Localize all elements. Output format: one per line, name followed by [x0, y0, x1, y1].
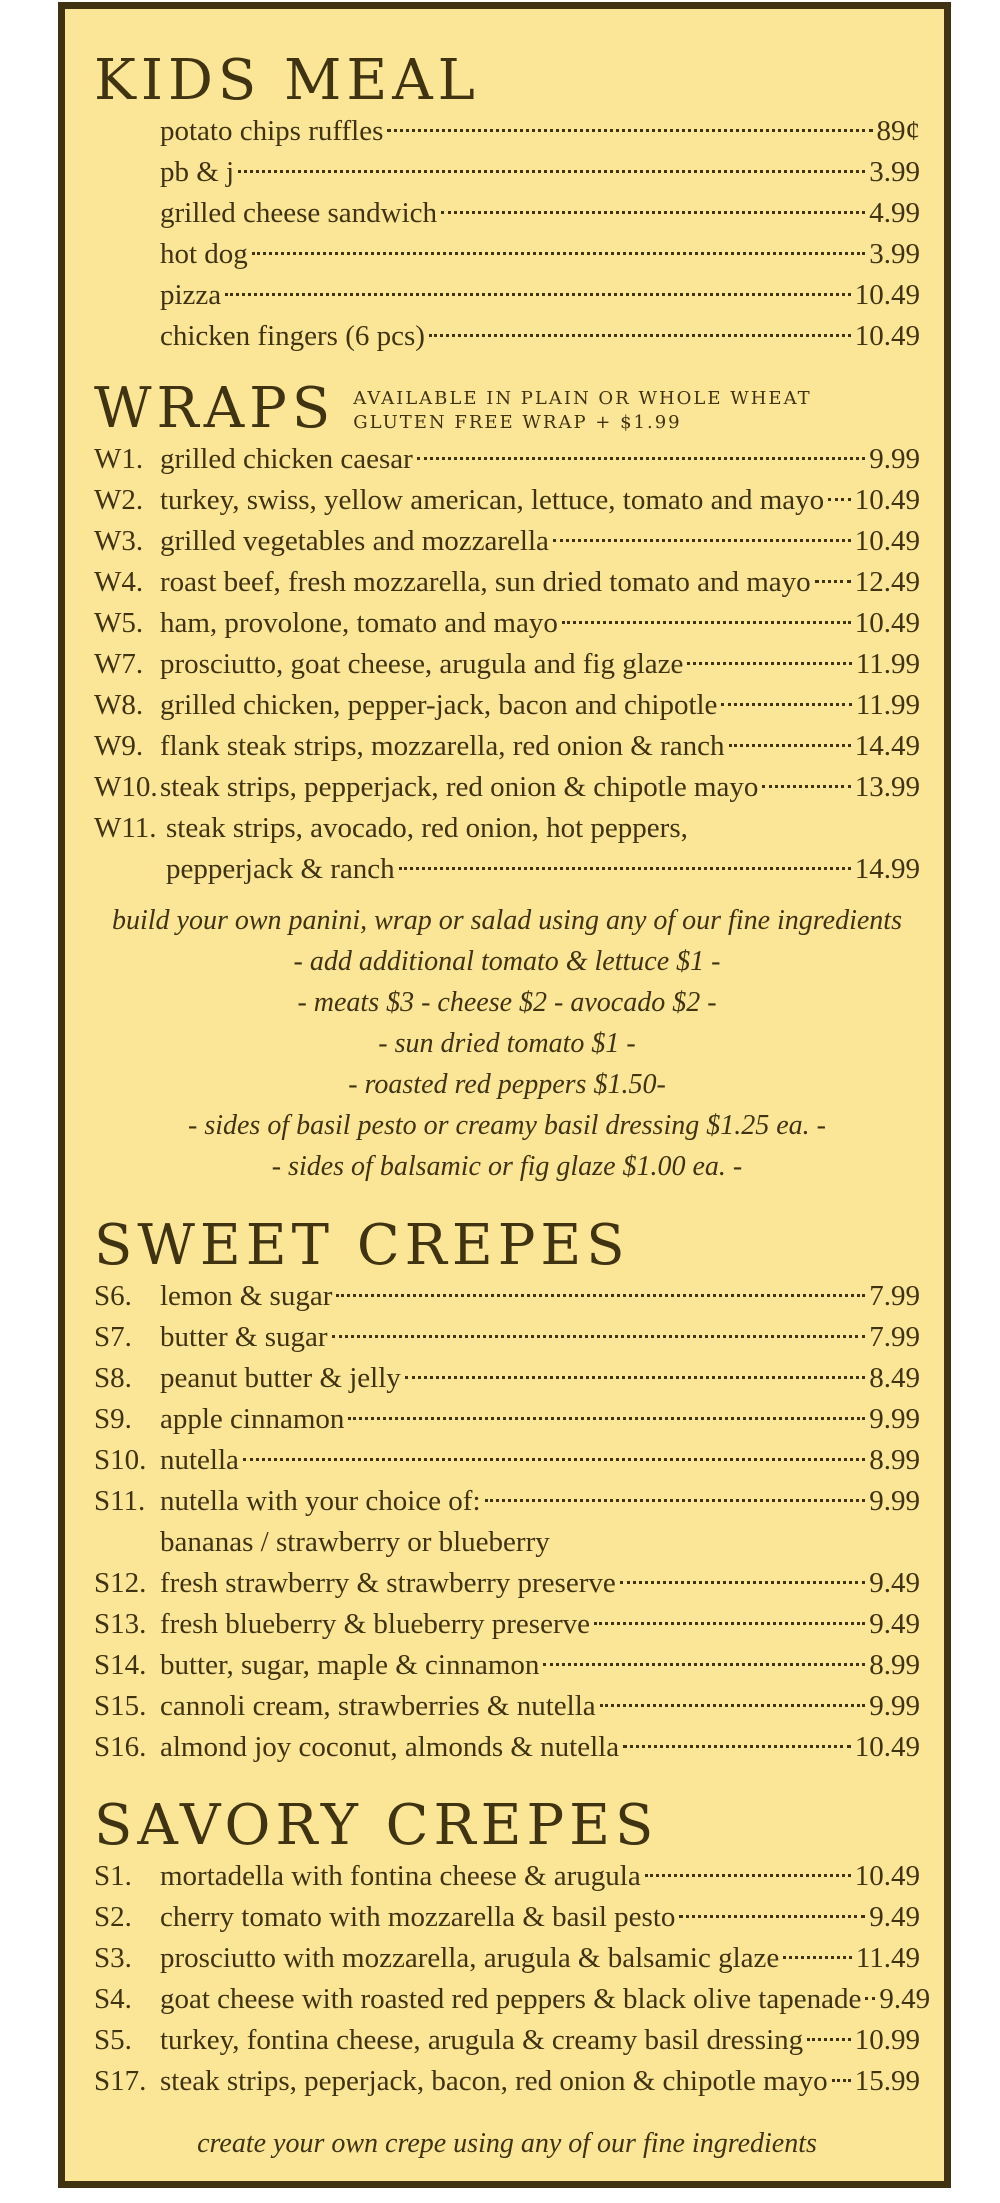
leader-dots [721, 703, 851, 706]
menu-item [94, 152, 920, 193]
item-code: W7. [94, 648, 144, 680]
kids-meal-list [94, 111, 920, 357]
item-price: 9.49 [869, 1901, 920, 1933]
item-name: grilled vegetables and mozzarella [160, 525, 549, 557]
sweet-crepes-section [94, 1213, 920, 1768]
item-price: 9.49 [869, 1608, 920, 1640]
note-line: - meats $3 - cheese $2 - avocado $2 - [297, 987, 717, 1018]
wraps-notes [94, 900, 920, 1187]
item-code: W5. [94, 607, 144, 639]
item-code: W2. [94, 484, 144, 516]
note-line: - sun dried tomato $1 - [378, 1028, 636, 1059]
item-price: 8.99 [869, 1649, 920, 1681]
item-code: S3. [94, 1942, 132, 1974]
item-name: nutella [160, 1444, 239, 1476]
leader-dots [332, 1335, 866, 1338]
item-price: 89¢ [876, 115, 920, 147]
leader-dots [543, 1663, 865, 1666]
item-price: 3.99 [869, 156, 920, 188]
wraps-title-row [94, 376, 920, 441]
item-code: S8. [94, 1362, 132, 1394]
menu-item [94, 234, 920, 275]
item-name: cherry tomato with mozzarella & basil pesto [160, 1901, 676, 1933]
menu-item [94, 1399, 920, 1440]
item-price: 10.49 [854, 1860, 920, 1892]
item-price: 13.99 [854, 771, 920, 803]
item-price: 10.49 [854, 607, 920, 639]
item-code: S9. [94, 1403, 132, 1435]
leader-dots [485, 1499, 866, 1502]
item-name: turkey, fontina cheese, arugula & creamy basil dressing [160, 2024, 804, 2056]
menu-item [94, 1481, 920, 1522]
leader-dots [348, 1417, 865, 1420]
item-price: 9.99 [869, 1403, 920, 1435]
item-code: S1. [94, 1860, 132, 1892]
menu-item [94, 193, 920, 234]
savory-crepes-title: SAVORY CREPES [94, 1793, 659, 1858]
item-code: W9. [94, 730, 144, 762]
leader-dots [399, 867, 851, 870]
menu-item [94, 1938, 920, 1979]
menu-item [94, 685, 920, 726]
item-name: fresh strawberry & strawberry preserve [160, 1567, 616, 1599]
note-line: - roasted red peppers $1.50- [348, 1069, 666, 1100]
menu-item [94, 562, 920, 603]
item-name: grilled chicken caesar [160, 443, 413, 475]
leader-dots [441, 211, 865, 214]
item-price: 9.99 [869, 1485, 920, 1517]
wraps-title: WRAPS [94, 376, 336, 441]
leader-dots [417, 457, 865, 460]
leader-dots [225, 293, 851, 296]
menu-item [94, 521, 920, 562]
wraps-list [94, 439, 920, 808]
leader-dots [865, 1997, 875, 2000]
leader-dots [387, 129, 872, 132]
menu-item [94, 767, 920, 808]
item-price: 4.99 [869, 197, 920, 229]
leader-dots [252, 252, 865, 255]
item-code: S16. [94, 1731, 147, 1763]
item-price: 10.49 [854, 484, 920, 516]
item-name: pb & j [160, 156, 235, 188]
menu-item [94, 2020, 920, 2061]
menu-item [94, 1856, 920, 1897]
menu-item [94, 111, 920, 152]
wraps-availability-note [353, 387, 811, 435]
leader-dots [336, 1294, 865, 1297]
menu-item [94, 1358, 920, 1399]
sweet-crepes-list-a [94, 1276, 920, 1522]
item-code: S2. [94, 1901, 132, 1933]
item-name: almond joy coconut, almonds & nutella [160, 1731, 620, 1763]
item-name: steak strips, pepperjack, red onion & chipotle mayo [160, 771, 759, 803]
kids-meal-title: KIDS MEAL [94, 48, 480, 113]
item-name: pepperjack & ranch [166, 853, 395, 885]
item-price: 10.49 [854, 279, 920, 311]
menu-item [94, 1276, 920, 1317]
menu-item [94, 1440, 920, 1481]
sweet-crepes-title: SWEET CREPES [94, 1213, 630, 1278]
leader-dots [832, 2079, 851, 2082]
leader-dots [762, 785, 850, 788]
item-name: flank steak strips, mozzarella, red onion & ranch [160, 730, 725, 762]
item-code: S6. [94, 1280, 132, 1312]
menu-item [94, 1979, 931, 2020]
item-name: butter, sugar, maple & cinnamon [160, 1649, 540, 1681]
item-price: 9.49 [869, 1567, 920, 1599]
item-code: W3. [94, 525, 144, 557]
item-code: S14. [94, 1649, 147, 1681]
menu-item [94, 2061, 920, 2102]
item-name: peanut butter & jelly [160, 1362, 401, 1394]
item-code: S11. [94, 1485, 146, 1517]
item-name: mortadella with fontina cheese & arugula [160, 1860, 641, 1892]
menu-item [94, 726, 920, 767]
item-price: 8.49 [869, 1362, 920, 1394]
leader-dots [243, 1458, 865, 1461]
wraps-section [94, 376, 920, 890]
leader-dots [687, 662, 851, 665]
leader-dots [620, 1581, 866, 1584]
item-price: 10.49 [854, 1731, 920, 1763]
item-price: 15.99 [854, 2065, 920, 2097]
item-code: S12. [94, 1567, 147, 1599]
item-price: 7.99 [869, 1321, 920, 1353]
footer-note: create your own crepe using any of our fine ingredients [197, 2128, 817, 2159]
item-price: 8.99 [869, 1444, 920, 1476]
menu-item [94, 1317, 920, 1358]
savory-crepes-footer [94, 2123, 920, 2164]
item-price: 11.99 [855, 648, 920, 680]
leader-dots [828, 498, 851, 501]
item-price: 10.49 [854, 320, 920, 352]
note-line: - sides of basil pesto or creamy basil dressing $1.25 ea. - [188, 1110, 826, 1141]
sweet-crepes-list-b [94, 1563, 920, 1768]
item-name: ham, provolone, tomato and mayo [160, 607, 558, 639]
item-price: 10.99 [854, 2024, 920, 2056]
menu-item-w11-continued [94, 849, 920, 890]
item-name: prosciutto with mozzarella, arugula & balsamic glaze [160, 1942, 780, 1974]
item-name: turkey, swiss, yellow american, lettuce, tomato and mayo [160, 484, 825, 516]
item-code: W8. [94, 689, 144, 721]
item-name: fresh blueberry & blueberry preserve [160, 1608, 590, 1640]
item-code: W11. [94, 812, 157, 844]
item-name: lemon & sugar [160, 1280, 333, 1312]
menu-item-w11 [94, 808, 920, 849]
leader-dots [623, 1745, 851, 1748]
item-price: 9.49 [879, 1983, 931, 2015]
item-code: S5. [94, 2024, 132, 2056]
menu-item [94, 1604, 920, 1645]
item-name: chicken fingers (6 pcs) [160, 320, 425, 352]
item-code: S7. [94, 1321, 132, 1353]
s11-choice-subline: bananas / strawberry or blueberry [160, 1526, 550, 1558]
item-code: S4. [94, 1983, 132, 2015]
menu-item [94, 644, 920, 685]
leader-dots [679, 1915, 865, 1918]
item-name: steak strips, avocado, red onion, hot peppers, [166, 812, 688, 844]
leader-dots [783, 1956, 852, 1959]
note-line: - add additional tomato & lettuce $1 - [293, 946, 721, 977]
item-name: grilled cheese sandwich [160, 197, 438, 229]
item-code: S17. [94, 2065, 147, 2097]
item-name: nutella with your choice of: [160, 1485, 481, 1517]
item-price: 7.99 [869, 1280, 920, 1312]
savory-crepes-list [94, 1856, 931, 2102]
leader-dots [600, 1704, 866, 1707]
menu-item [94, 1645, 920, 1686]
item-name: goat cheese with roasted red peppers & black olive tapenade [160, 1983, 862, 2015]
item-name: butter & sugar [160, 1321, 328, 1353]
leader-dots [553, 539, 851, 542]
menu-item [94, 439, 920, 480]
item-price: 9.99 [869, 1690, 920, 1722]
item-code: W4. [94, 566, 144, 598]
menu-item [94, 480, 920, 521]
item-code: W1. [94, 443, 144, 475]
item-price: 11.49 [855, 1942, 920, 1974]
item-code: S15. [94, 1690, 147, 1722]
menu-item [94, 1686, 920, 1727]
note-line: - sides of balsamic or fig glaze $1.00 ea. - [271, 1151, 743, 1182]
menu-item [94, 275, 920, 316]
item-price: 10.49 [854, 525, 920, 557]
item-name: roast beef, fresh mozzarella, sun dried tomato and mayo [160, 566, 811, 598]
item-name: potato chips ruffles [160, 115, 384, 147]
item-price: 14.99 [854, 853, 920, 885]
leader-dots [729, 744, 851, 747]
leader-dots [807, 2038, 851, 2041]
item-price: 9.99 [869, 443, 920, 475]
item-code: S13. [94, 1608, 147, 1640]
wraps-note-line-2: GLUTEN FREE WRAP + $1.99 [353, 412, 682, 433]
menu-item [94, 1563, 920, 1604]
leader-dots [562, 621, 851, 624]
item-name: prosciutto, goat cheese, arugula and fig glaze [160, 648, 684, 680]
leader-dots [429, 334, 851, 337]
menu-item [94, 1897, 920, 1938]
item-price: 3.99 [869, 238, 920, 270]
item-name: apple cinnamon [160, 1403, 345, 1435]
item-code: W10. [94, 771, 158, 803]
item-name: cannoli cream, strawberries & nutella [160, 1690, 596, 1722]
leader-dots [238, 170, 865, 173]
wraps-note-line-1: AVAILABLE IN PLAIN OR WHOLE WHEAT [353, 388, 812, 409]
item-price: 14.49 [854, 730, 920, 762]
item-name: hot dog [160, 238, 248, 270]
item-name: grilled chicken, pepper-jack, bacon and chipotle [160, 689, 718, 721]
leader-dots [645, 1874, 851, 1877]
item-code: S10. [94, 1444, 147, 1476]
leader-dots [594, 1622, 865, 1625]
menu-board [58, 2, 951, 2188]
leader-dots [405, 1376, 865, 1379]
savory-crepes-section [94, 1793, 931, 2102]
item-price: 12.49 [854, 566, 920, 598]
menu-item [94, 1727, 920, 1768]
item-name: pizza [160, 279, 222, 311]
leader-dots [815, 580, 851, 583]
note-line: build your own panini, wrap or salad using any of our fine ingredients [112, 905, 902, 936]
item-price: 11.99 [855, 689, 920, 721]
menu-item [94, 603, 920, 644]
menu-item [94, 316, 920, 357]
kids-meal-section [94, 48, 920, 357]
item-name: steak strips, peperjack, bacon, red onion & chipotle mayo [160, 2065, 828, 2097]
